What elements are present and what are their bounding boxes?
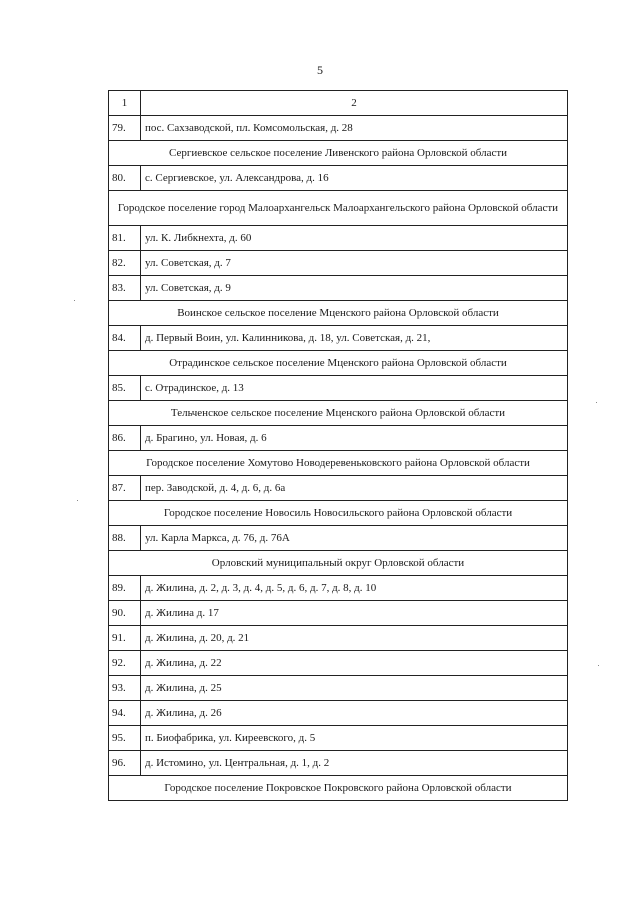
scan-speck: [74, 300, 75, 301]
table-row: [109, 526, 568, 551]
row-address: д. Истомино, ул. Центральная, д. 1, д. 2: [141, 751, 568, 776]
table-row: [109, 251, 568, 276]
table-row: [109, 326, 568, 351]
addresses-table: [108, 90, 568, 801]
section-title: Сергиевское сельское поселение Ливенского района Орловской области: [109, 141, 568, 166]
section-header-row: [109, 501, 568, 526]
row-number: 88.: [109, 526, 141, 551]
table-row: [109, 276, 568, 301]
row-number: 92.: [109, 651, 141, 676]
section-header-row: [109, 141, 568, 166]
row-number: 87.: [109, 476, 141, 501]
scan-speck: [77, 500, 78, 501]
table-row: [109, 426, 568, 451]
row-address: п. Биофабрика, ул. Киреевского, д. 5: [141, 726, 568, 751]
row-address: пер. Заводской, д. 4, д. 6, д. 6а: [141, 476, 568, 501]
row-number: 90.: [109, 601, 141, 626]
row-number: 80.: [109, 166, 141, 191]
table-row: [109, 601, 568, 626]
row-address: д. Жилина д. 17: [141, 601, 568, 626]
row-address: д. Жилина, д. 26: [141, 701, 568, 726]
section-header-row: [109, 191, 568, 226]
row-number: 91.: [109, 626, 141, 651]
table-row: [109, 626, 568, 651]
row-number: 84.: [109, 326, 141, 351]
row-number: 81.: [109, 226, 141, 251]
header-cell-number: 1: [109, 91, 141, 116]
scan-speck: [598, 665, 599, 666]
row-address: д. Жилина, д. 25: [141, 676, 568, 701]
table-row: [109, 751, 568, 776]
addresses-table-body: [109, 91, 568, 801]
row-address: д. Жилина, д. 22: [141, 651, 568, 676]
row-number: 93.: [109, 676, 141, 701]
row-address: ул. К. Либкнехта, д. 60: [141, 226, 568, 251]
row-number: 89.: [109, 576, 141, 601]
table-row: [109, 476, 568, 501]
scan-speck: [596, 402, 597, 403]
section-header-row: [109, 351, 568, 376]
table-row: [109, 376, 568, 401]
row-address: с. Отрадинское, д. 13: [141, 376, 568, 401]
header-cell-address: 2: [141, 91, 568, 116]
section-title: Воинское сельское поселение Мценского района Орловской области: [109, 301, 568, 326]
row-number: 83.: [109, 276, 141, 301]
row-number: 95.: [109, 726, 141, 751]
section-header-row: [109, 451, 568, 476]
row-address: д. Жилина, д. 20, д. 21: [141, 626, 568, 651]
table-row: [109, 701, 568, 726]
section-title: Отрадинское сельское поселение Мценского района Орловской области: [109, 351, 568, 376]
row-address: ул. Советская, д. 7: [141, 251, 568, 276]
row-address: д. Жилина, д. 2, д. 3, д. 4, д. 5, д. 6, д. 7, д. 8, д. 10: [141, 576, 568, 601]
row-address: ул. Советская, д. 9: [141, 276, 568, 301]
row-number: 85.: [109, 376, 141, 401]
table-row: [109, 116, 568, 141]
section-header-row: [109, 401, 568, 426]
row-number: 86.: [109, 426, 141, 451]
table-row: [109, 576, 568, 601]
table-row: [109, 166, 568, 191]
section-header-row: [109, 776, 568, 801]
table-row: [109, 226, 568, 251]
page-number: 5: [317, 63, 323, 77]
row-address: пос. Сахзаводской, пл. Комсомольская, д. 28: [141, 116, 568, 141]
row-number: 79.: [109, 116, 141, 141]
row-address: ул. Карла Маркса, д. 76, д. 76А: [141, 526, 568, 551]
table-row: [109, 651, 568, 676]
row-address: д. Брагино, ул. Новая, д. 6: [141, 426, 568, 451]
section-title: Городское поселение Покровское Покровского района Орловской области: [109, 776, 568, 801]
section-header-row: [109, 551, 568, 576]
section-title: Городское поселение Хомутово Новодеревеньковского района Орловской области: [109, 451, 568, 476]
table-row: [109, 726, 568, 751]
table-header-row: [109, 91, 568, 116]
section-title: Городское поселение Новосиль Новосильского района Орловской области: [109, 501, 568, 526]
section-title: Тельченское сельское поселение Мценского района Орловской области: [109, 401, 568, 426]
row-address: с. Сергиевское, ул. Александрова, д. 16: [141, 166, 568, 191]
row-address: д. Первый Воин, ул. Калинникова, д. 18, ул. Советская, д. 21,: [141, 326, 568, 351]
row-number: 96.: [109, 751, 141, 776]
section-title: Городское поселение город Малоархангельск Малоархангельского района Орловской области: [109, 191, 568, 226]
section-header-row: [109, 301, 568, 326]
row-number: 94.: [109, 701, 141, 726]
table-row: [109, 676, 568, 701]
section-title: Орловский муниципальный округ Орловской области: [109, 551, 568, 576]
row-number: 82.: [109, 251, 141, 276]
